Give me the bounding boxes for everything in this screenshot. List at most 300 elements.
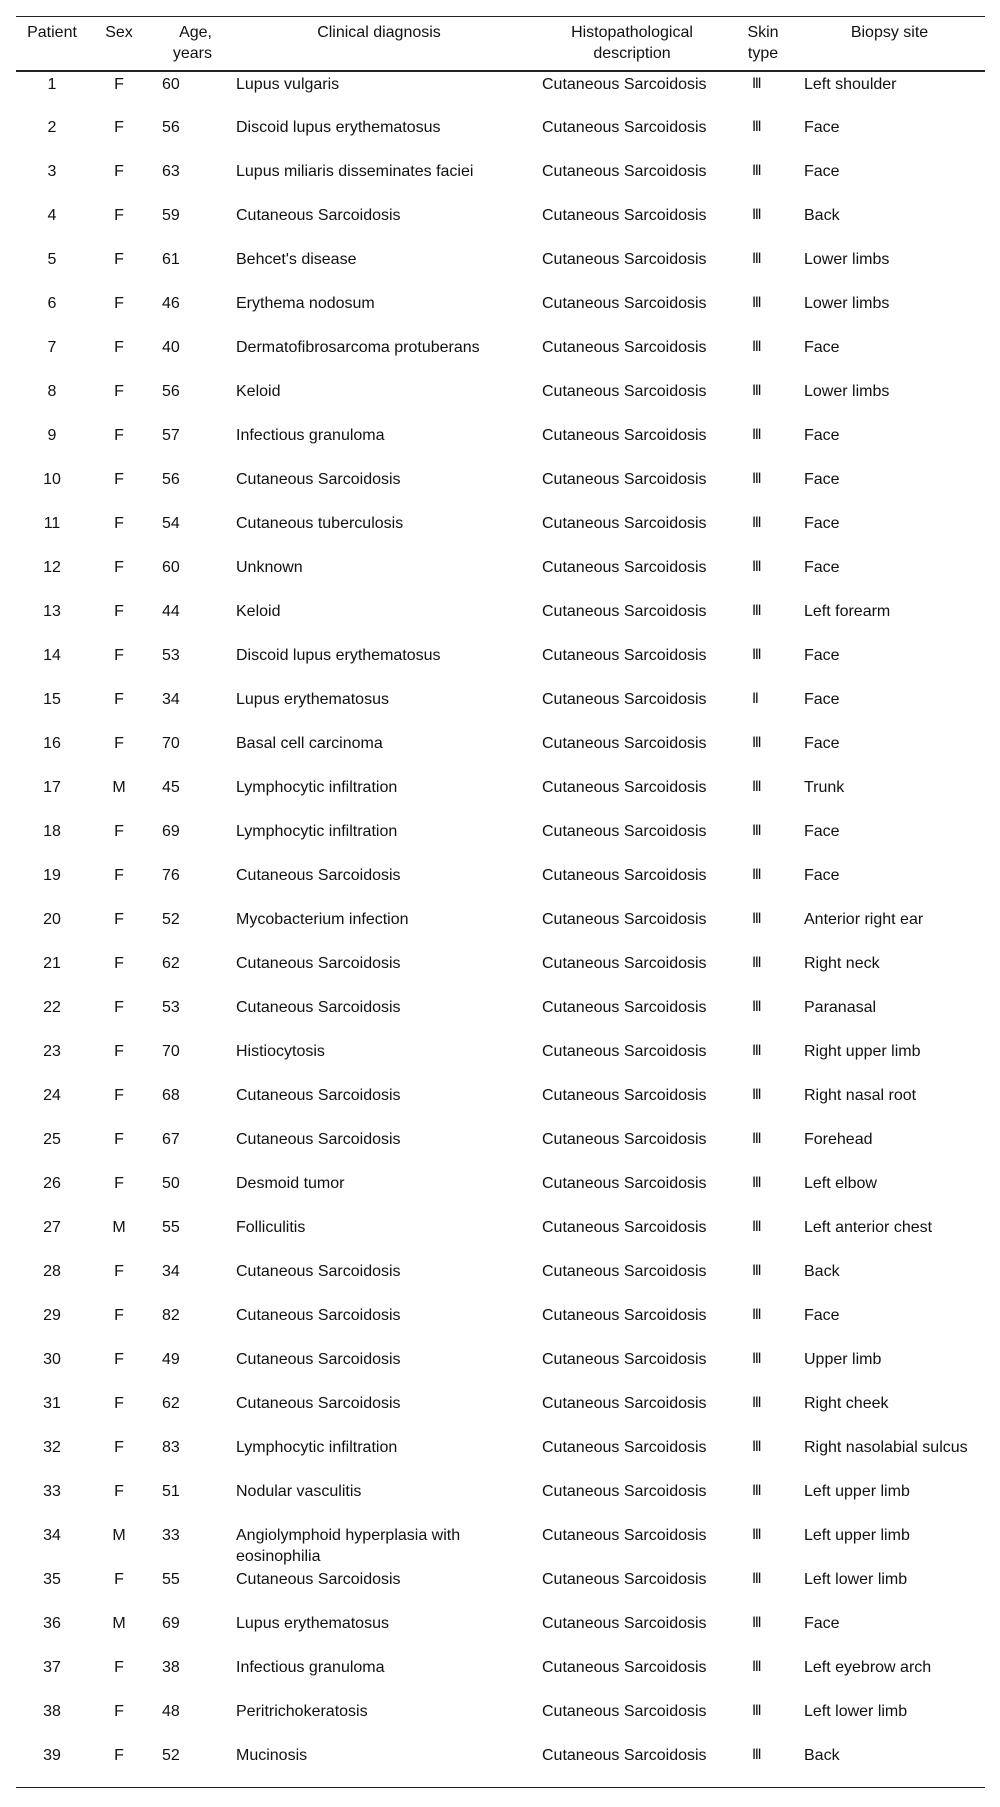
header-histopathological-description: Histopathological description (571, 24, 693, 62)
cell-skin-type: Ⅲ (752, 1307, 762, 1323)
cell-skin-type: Ⅲ (752, 163, 762, 179)
cell-biopsy-site: Back (804, 207, 840, 224)
cell-age: 53 (162, 647, 180, 664)
cell-sex: F (114, 1571, 124, 1588)
cell-histopathological-description: Cutaneous Sarcoidosis (542, 955, 707, 972)
cell-age: 34 (162, 691, 180, 708)
cell-patient: 33 (43, 1483, 61, 1500)
cell-clinical-diagnosis: Histiocytosis (236, 1043, 325, 1060)
cell-skin-type: Ⅲ (752, 603, 762, 619)
table-row (16, 71, 985, 115)
cell-sex: F (114, 1131, 124, 1148)
cell-biopsy-site: Face (804, 559, 840, 576)
cell-sex: F (114, 163, 124, 180)
cell-biopsy-site: Face (804, 867, 840, 884)
cell-histopathological-description: Cutaneous Sarcoidosis (542, 559, 707, 576)
cell-sex: F (114, 1747, 124, 1764)
cell-patient: 23 (43, 1043, 61, 1060)
cell-skin-type: Ⅲ (752, 559, 762, 575)
header-age: Age, years (172, 24, 212, 62)
cell-biopsy-site: Right nasal root (804, 1087, 917, 1104)
cell-age: 82 (162, 1307, 180, 1324)
cell-age: 83 (162, 1439, 180, 1456)
cell-patient: 3 (47, 163, 57, 180)
cell-sex: F (114, 1703, 124, 1720)
table-row (16, 423, 985, 467)
cell-clinical-diagnosis: Dermatofibrosarcoma protuberans (236, 339, 480, 356)
cell-patient: 28 (43, 1263, 61, 1280)
cell-histopathological-description: Cutaneous Sarcoidosis (542, 76, 707, 93)
cell-patient: 13 (43, 603, 61, 620)
cell-age: 54 (162, 515, 180, 532)
cell-biopsy-site: Left anterior chest (804, 1219, 933, 1236)
cell-patient: 29 (43, 1307, 61, 1324)
table-row (16, 335, 985, 379)
cell-biopsy-site: Back (804, 1263, 840, 1280)
cell-age: 53 (162, 999, 180, 1016)
cell-clinical-diagnosis: Cutaneous Sarcoidosis (236, 1571, 401, 1588)
cell-sex: F (114, 1263, 124, 1280)
cell-patient: 9 (47, 427, 57, 444)
cell-histopathological-description: Cutaneous Sarcoidosis (542, 1131, 707, 1148)
table-row (16, 819, 985, 863)
cell-sex: F (114, 515, 124, 532)
cell-skin-type: Ⅲ (752, 1351, 762, 1367)
cell-histopathological-description: Cutaneous Sarcoidosis (542, 1395, 707, 1412)
cell-biopsy-site: Face (804, 119, 840, 136)
cell-patient: 24 (43, 1087, 61, 1104)
cell-sex: F (114, 1395, 124, 1412)
cell-histopathological-description: Cutaneous Sarcoidosis (542, 999, 707, 1016)
cell-biopsy-site: Back (804, 1747, 840, 1764)
cell-patient: 21 (43, 955, 61, 972)
cell-skin-type: Ⅲ (752, 647, 762, 663)
table-row (16, 1567, 985, 1611)
cell-skin-type: Ⅲ (752, 1483, 762, 1499)
cell-skin-type: Ⅲ (752, 515, 762, 531)
cell-patient: 39 (43, 1747, 61, 1764)
cell-age: 62 (162, 955, 180, 972)
table-row (16, 203, 985, 247)
cell-skin-type: Ⅲ (752, 1219, 762, 1235)
cell-patient: 12 (43, 559, 61, 576)
cell-clinical-diagnosis: Lymphocytic infiltration (236, 779, 398, 796)
cell-histopathological-description: Cutaneous Sarcoidosis (542, 1439, 707, 1456)
cell-skin-type: Ⅲ (752, 1395, 762, 1411)
cell-age: 44 (162, 603, 180, 620)
table-row (16, 1655, 985, 1699)
table-row (16, 1611, 985, 1655)
cell-skin-type: Ⅲ (752, 823, 762, 839)
cell-biopsy-site: Left upper limb (804, 1527, 910, 1544)
cell-patient: 36 (43, 1615, 61, 1632)
cell-patient: 4 (47, 207, 57, 224)
cell-clinical-diagnosis: Unknown (236, 559, 303, 576)
cell-clinical-diagnosis: Lupus erythematosus (236, 1615, 389, 1632)
cell-histopathological-description: Cutaneous Sarcoidosis (542, 779, 707, 796)
cell-age: 70 (162, 1043, 180, 1060)
cell-histopathological-description: Cutaneous Sarcoidosis (542, 603, 707, 620)
cell-histopathological-description: Cutaneous Sarcoidosis (542, 339, 707, 356)
cell-clinical-diagnosis: Discoid lupus erythematosus (236, 119, 441, 136)
cell-patient: 15 (43, 691, 61, 708)
table-row (16, 687, 985, 731)
cell-age: 55 (162, 1219, 180, 1236)
cell-histopathological-description: Cutaneous Sarcoidosis (542, 1659, 707, 1676)
cell-clinical-diagnosis: Mucinosis (236, 1747, 308, 1764)
cell-skin-type: Ⅲ (752, 1439, 762, 1455)
cell-age: 60 (162, 76, 180, 93)
cell-histopathological-description: Cutaneous Sarcoidosis (542, 1043, 707, 1060)
cell-clinical-diagnosis: Cutaneous Sarcoidosis (236, 1087, 401, 1104)
cell-patient: 11 (43, 515, 61, 532)
cell-patient: 6 (47, 295, 57, 312)
cell-sex: F (114, 735, 124, 752)
cell-histopathological-description: Cutaneous Sarcoidosis (542, 1747, 707, 1764)
cell-histopathological-description: Cutaneous Sarcoidosis (542, 383, 707, 400)
cell-histopathological-description: Cutaneous Sarcoidosis (542, 647, 707, 664)
cell-sex: F (114, 1659, 124, 1676)
cell-patient: 22 (43, 999, 61, 1016)
table-header-row (16, 17, 985, 72)
cell-histopathological-description: Cutaneous Sarcoidosis (542, 911, 707, 928)
cell-skin-type: Ⅱ (752, 691, 759, 707)
cell-patient: 27 (43, 1219, 61, 1236)
cell-sex: F (114, 999, 124, 1016)
cell-skin-type: Ⅲ (752, 1703, 762, 1719)
patient-table-container (16, 16, 985, 1788)
cell-age: 63 (162, 163, 180, 180)
cell-clinical-diagnosis: Cutaneous Sarcoidosis (236, 1131, 401, 1148)
cell-biopsy-site: Face (804, 691, 840, 708)
cell-sex: M (112, 1527, 126, 1544)
cell-clinical-diagnosis: Cutaneous Sarcoidosis (236, 471, 401, 488)
cell-skin-type: Ⅲ (752, 779, 762, 795)
cell-clinical-diagnosis: Keloid (236, 603, 281, 620)
table-row (16, 1523, 985, 1567)
table-row (16, 1171, 985, 1215)
cell-sex: F (114, 1043, 124, 1060)
cell-biopsy-site: Left eyebrow arch (804, 1659, 932, 1676)
cell-skin-type: Ⅲ (752, 1615, 762, 1631)
cell-patient: 37 (43, 1659, 61, 1676)
cell-patient: 1 (47, 76, 57, 93)
cell-sex: F (114, 1439, 124, 1456)
cell-age: 56 (162, 119, 180, 136)
cell-clinical-diagnosis: Lymphocytic infiltration (236, 1439, 398, 1456)
header-biopsy-site: Biopsy site (850, 24, 929, 41)
cell-histopathological-description: Cutaneous Sarcoidosis (542, 515, 707, 532)
cell-skin-type: Ⅲ (752, 1747, 762, 1763)
table-row (16, 1259, 985, 1303)
cell-biopsy-site: Anterior right ear (804, 911, 924, 928)
cell-clinical-diagnosis: Lupus vulgaris (236, 76, 340, 93)
cell-patient: 35 (43, 1571, 61, 1588)
cell-clinical-diagnosis: Lupus miliaris disseminates faciei (236, 163, 474, 180)
cell-patient: 7 (47, 339, 57, 356)
cell-clinical-diagnosis: Cutaneous Sarcoidosis (236, 1351, 401, 1368)
cell-sex: F (114, 559, 124, 576)
cell-patient: 10 (43, 471, 61, 488)
cell-sex: F (114, 339, 124, 356)
cell-patient: 2 (47, 119, 57, 136)
table-row (16, 599, 985, 643)
cell-skin-type: Ⅲ (752, 735, 762, 751)
cell-biopsy-site: Left lower limb (804, 1703, 908, 1720)
cell-histopathological-description: Cutaneous Sarcoidosis (542, 1483, 707, 1500)
cell-biopsy-site: Right upper limb (804, 1043, 921, 1060)
cell-histopathological-description: Cutaneous Sarcoidosis (542, 691, 707, 708)
cell-patient: 38 (43, 1703, 61, 1720)
cell-sex: F (114, 251, 124, 268)
cell-skin-type: Ⅲ (752, 867, 762, 883)
cell-biopsy-site: Paranasal (804, 999, 877, 1016)
cell-skin-type: Ⅲ (752, 911, 762, 927)
table-row (16, 555, 985, 599)
cell-clinical-diagnosis: Peritrichokeratosis (236, 1703, 368, 1720)
table-row (16, 1039, 985, 1083)
cell-skin-type: Ⅲ (752, 383, 762, 399)
cell-histopathological-description: Cutaneous Sarcoidosis (542, 1351, 707, 1368)
header-sex: Sex (105, 24, 133, 41)
cell-age: 68 (162, 1087, 180, 1104)
table-row (16, 907, 985, 951)
cell-clinical-diagnosis: Folliculitis (236, 1219, 306, 1236)
cell-skin-type: Ⅲ (752, 1527, 762, 1543)
cell-histopathological-description: Cutaneous Sarcoidosis (542, 295, 707, 312)
table-body (16, 71, 985, 1787)
cell-biopsy-site: Face (804, 647, 840, 664)
cell-skin-type: Ⅲ (752, 119, 762, 135)
cell-clinical-diagnosis: Desmoid tumor (236, 1175, 345, 1192)
cell-clinical-diagnosis: Mycobacterium infection (236, 911, 409, 928)
cell-patient: 32 (43, 1439, 61, 1456)
cell-age: 59 (162, 207, 180, 224)
table-row (16, 995, 985, 1039)
cell-sex: F (114, 1175, 124, 1192)
cell-skin-type: Ⅲ (752, 955, 762, 971)
cell-sex: F (114, 1351, 124, 1368)
cell-biopsy-site: Right nasolabial sulcus (804, 1439, 968, 1456)
cell-clinical-diagnosis: Infectious granuloma (236, 427, 385, 444)
cell-age: 70 (162, 735, 180, 752)
cell-biopsy-site: Left shoulder (804, 76, 897, 93)
cell-age: 67 (162, 1131, 180, 1148)
cell-age: 69 (162, 823, 180, 840)
cell-histopathological-description: Cutaneous Sarcoidosis (542, 251, 707, 268)
cell-patient: 25 (43, 1131, 61, 1148)
cell-histopathological-description: Cutaneous Sarcoidosis (542, 1263, 707, 1280)
cell-clinical-diagnosis: Cutaneous Sarcoidosis (236, 1263, 401, 1280)
header-clinical-diagnosis: Clinical diagnosis (317, 24, 441, 41)
cell-clinical-diagnosis: Basal cell carcinoma (236, 735, 383, 752)
cell-sex: F (114, 471, 124, 488)
cell-histopathological-description: Cutaneous Sarcoidosis (542, 1219, 707, 1236)
cell-age: 46 (162, 295, 180, 312)
cell-skin-type: Ⅲ (752, 295, 762, 311)
patient-table (16, 16, 985, 1788)
cell-histopathological-description: Cutaneous Sarcoidosis (542, 823, 707, 840)
cell-biopsy-site: Face (804, 339, 840, 356)
cell-clinical-diagnosis: Discoid lupus erythematosus (236, 647, 441, 664)
cell-biopsy-site: Face (804, 823, 840, 840)
cell-age: 57 (162, 427, 180, 444)
table-row (16, 1127, 985, 1171)
cell-skin-type: Ⅲ (752, 1043, 762, 1059)
cell-clinical-diagnosis: Behcet's disease (236, 251, 357, 268)
cell-biopsy-site: Lower limbs (804, 295, 890, 312)
cell-skin-type: Ⅲ (752, 207, 762, 223)
cell-age: 56 (162, 471, 180, 488)
cell-biopsy-site: Left elbow (804, 1175, 877, 1192)
cell-sex: F (114, 427, 124, 444)
cell-age: 52 (162, 911, 180, 928)
cell-sex: F (114, 691, 124, 708)
cell-biopsy-site: Face (804, 163, 840, 180)
cell-skin-type: Ⅲ (752, 339, 762, 355)
cell-clinical-diagnosis: Angiolymphoid hyperplasia with eosinophilia (236, 1527, 461, 1565)
cell-clinical-diagnosis: Cutaneous Sarcoidosis (236, 867, 401, 884)
cell-patient: 14 (43, 647, 61, 664)
cell-sex: F (114, 1307, 124, 1324)
cell-sex: F (114, 1087, 124, 1104)
table-row (16, 291, 985, 335)
table-row (16, 1435, 985, 1479)
cell-histopathological-description: Cutaneous Sarcoidosis (542, 471, 707, 488)
cell-patient: 8 (47, 383, 57, 400)
table-row (16, 775, 985, 819)
cell-skin-type: Ⅲ (752, 1571, 762, 1587)
cell-patient: 34 (43, 1527, 61, 1544)
cell-sex: M (112, 779, 126, 796)
cell-patient: 16 (43, 735, 61, 752)
cell-age: 45 (162, 779, 180, 796)
cell-patient: 26 (43, 1175, 61, 1192)
cell-histopathological-description: Cutaneous Sarcoidosis (542, 1175, 707, 1192)
cell-clinical-diagnosis: Infectious granuloma (236, 1659, 385, 1676)
cell-patient: 20 (43, 911, 61, 928)
cell-sex: F (114, 911, 124, 928)
table-row (16, 1699, 985, 1743)
cell-histopathological-description: Cutaneous Sarcoidosis (542, 427, 707, 444)
cell-biopsy-site: Lower limbs (804, 251, 890, 268)
table-row (16, 951, 985, 995)
cell-skin-type: Ⅲ (752, 251, 762, 267)
cell-biopsy-site: Face (804, 471, 840, 488)
cell-histopathological-description: Cutaneous Sarcoidosis (542, 1307, 707, 1324)
cell-biopsy-site: Left forearm (804, 603, 891, 620)
cell-skin-type: Ⅲ (752, 471, 762, 487)
table-row (16, 1347, 985, 1391)
cell-age: 55 (162, 1571, 180, 1588)
cell-histopathological-description: Cutaneous Sarcoidosis (542, 207, 707, 224)
cell-biopsy-site: Forehead (804, 1131, 873, 1148)
cell-histopathological-description: Cutaneous Sarcoidosis (542, 1615, 707, 1632)
table-row (16, 1083, 985, 1127)
cell-biopsy-site: Right neck (804, 955, 880, 972)
cell-age: 69 (162, 1615, 180, 1632)
cell-skin-type: Ⅲ (752, 76, 762, 92)
cell-clinical-diagnosis: Nodular vasculitis (236, 1483, 362, 1500)
cell-clinical-diagnosis: Lymphocytic infiltration (236, 823, 398, 840)
table-row (16, 115, 985, 159)
cell-age: 34 (162, 1263, 180, 1280)
cell-age: 49 (162, 1351, 180, 1368)
cell-sex: F (114, 383, 124, 400)
cell-skin-type: Ⅲ (752, 427, 762, 443)
cell-clinical-diagnosis: Keloid (236, 383, 281, 400)
table-row (16, 379, 985, 423)
table-row (16, 1391, 985, 1435)
cell-biopsy-site: Face (804, 1307, 840, 1324)
cell-sex: F (114, 1483, 124, 1500)
cell-age: 48 (162, 1703, 180, 1720)
cell-clinical-diagnosis: Cutaneous tuberculosis (236, 515, 404, 532)
cell-age: 56 (162, 383, 180, 400)
cell-age: 50 (162, 1175, 180, 1192)
table-row (16, 731, 985, 775)
cell-biopsy-site: Face (804, 515, 840, 532)
cell-sex: F (114, 295, 124, 312)
cell-age: 61 (162, 251, 180, 268)
cell-biopsy-site: Face (804, 735, 840, 752)
cell-histopathological-description: Cutaneous Sarcoidosis (542, 1571, 707, 1588)
cell-clinical-diagnosis: Cutaneous Sarcoidosis (236, 955, 401, 972)
cell-patient: 17 (43, 779, 61, 796)
cell-sex: F (114, 647, 124, 664)
table-row (16, 247, 985, 291)
table-row (16, 1215, 985, 1259)
cell-age: 76 (162, 867, 180, 884)
table-row (16, 1303, 985, 1347)
cell-histopathological-description: Cutaneous Sarcoidosis (542, 867, 707, 884)
cell-biopsy-site: Face (804, 1615, 840, 1632)
cell-histopathological-description: Cutaneous Sarcoidosis (542, 163, 707, 180)
cell-histopathological-description: Cutaneous Sarcoidosis (542, 119, 707, 136)
cell-skin-type: Ⅲ (752, 1131, 762, 1147)
cell-skin-type: Ⅲ (752, 1263, 762, 1279)
cell-histopathological-description: Cutaneous Sarcoidosis (542, 1087, 707, 1104)
cell-biopsy-site: Left lower limb (804, 1571, 908, 1588)
cell-histopathological-description: Cutaneous Sarcoidosis (542, 1703, 707, 1720)
cell-age: 51 (162, 1483, 180, 1500)
cell-patient: 5 (47, 251, 57, 268)
cell-clinical-diagnosis: Cutaneous Sarcoidosis (236, 1395, 401, 1412)
cell-skin-type: Ⅲ (752, 1087, 762, 1103)
cell-biopsy-site: Left upper limb (804, 1483, 910, 1500)
table-row (16, 467, 985, 511)
cell-clinical-diagnosis: Cutaneous Sarcoidosis (236, 207, 401, 224)
cell-age: 40 (162, 339, 180, 356)
cell-sex: F (114, 119, 124, 136)
cell-age: 60 (162, 559, 180, 576)
table-row (16, 1743, 985, 1787)
header-patient: Patient (27, 24, 77, 41)
cell-patient: 31 (43, 1395, 61, 1412)
cell-clinical-diagnosis: Lupus erythematosus (236, 691, 389, 708)
cell-biopsy-site: Trunk (804, 779, 845, 796)
cell-sex: F (114, 955, 124, 972)
table-row (16, 511, 985, 555)
cell-skin-type: Ⅲ (752, 1659, 762, 1675)
cell-age: 62 (162, 1395, 180, 1412)
cell-sex: F (114, 76, 124, 93)
cell-biopsy-site: Face (804, 427, 840, 444)
table-row (16, 643, 985, 687)
cell-patient: 19 (43, 867, 61, 884)
cell-sex: F (114, 603, 124, 620)
cell-sex: M (112, 1615, 126, 1632)
